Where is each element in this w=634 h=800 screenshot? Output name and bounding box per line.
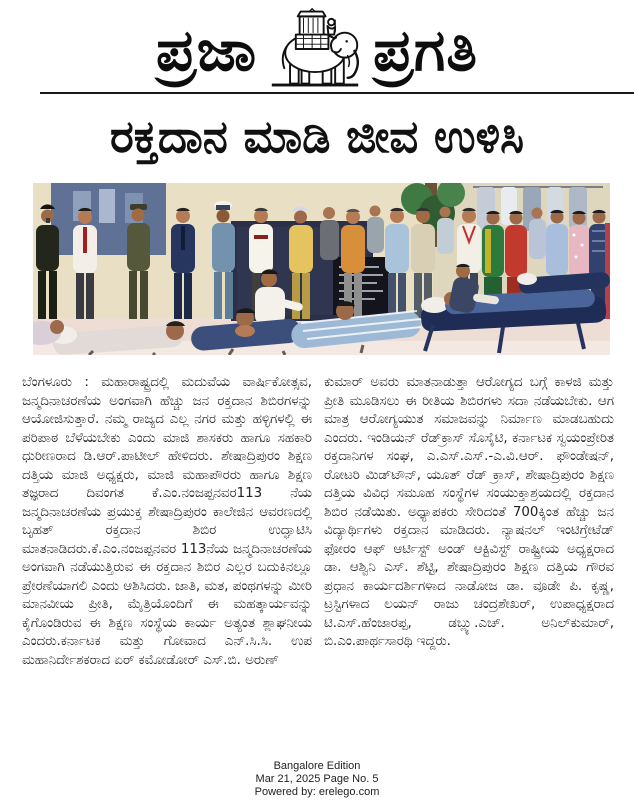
article-headline: ರಕ್ತದಾನ ಮಾಡಿ ಜೀವ ಉಳಿಸಿ [109,110,525,163]
masthead-divider [40,92,634,94]
article-body [22,374,614,670]
elephant-logo-icon [267,8,363,90]
footer-powered-by: Powered by: erelego.com [254,786,380,798]
footer-date-page: Mar 21, 2025 Page No. 5 [255,773,379,785]
article-column-left: ಬೆಂಗಳೂರು : ಮಹಾರಾಷ್ಟ್ರದಲ್ಲಿ ಮದುವೆಯ ವಾರ್ಷಿಕೋತ್ಸವ, ಜನ್ಮದಿನಾಚರಣೆಯ ಅಂಗವಾಗಿ ಹೆಚ್ಚು ಜನ ರಕ್ತದಾನ ಶಿಬಿರಗಳನ್ನು ಆಯೋಜಿಸುತ್ತಾರೆ. ನಮ್ಮ ರಾಜ್ಯದ ಎಲ್ಲ ನಗರ ಮತ್ತು ಹಳ್ಳಿಗಳಲ್ಲಿ ಈ ಪರಿಪಾಠ ಬೆಳೆಯಬೇಕು ಎಂದು ಮಾಜಿ ಶಾಸಕರು ಹಾಗೂ ಸಹಕಾರಿ ಧುರೀಣರಾದ ಡಿ.ಆರ್.ಪಾಟೀಲ್ ಹೇಳಿದರು. ಶೇಷಾದ್ರಿಪುರಂ ಶಿಕ್ಷಣ ದತ್ತಿಯ ಮಾಜಿ ಅಧ್ಯಕ್ಷರು, ಮಾಜಿ ಮಹಾಪೌರರು ಹಾಗೂ ಶಿಕ್ಷಣ ತಜ್ಞರಾದ ದಿವಂಗತ ಕೆ.ಎಂ.ನಂಜಪ್ಪನವರ113 ನೆಯ ಜನ್ಮದಿನಾಚರಣೆಯ ಪ್ರಯುಕ್ತ ಶೇಷಾದ್ರಿಪುರಂ ಕಾಲೇಜಿನ ಆವರಣದಲ್ಲಿ ಬೃಹತ್ ರಕ್ತದಾನ ಶಿಬಿರ ಉದ್ಘಾಟಿಸಿ ಮಾತನಾಡಿದರು.ಕೆ.ಎಂ.ನಂಜಪ್ಪನವರ 113ನೆಯ ಜನ್ಮದಿನಾಚರಣೆಯ ಅಂಗವಾಗಿ ನಡೆಯುತ್ತಿರುವ ಈ ರಕ್ತದಾನ ಶಿಬಿರ ಎಲ್ಲರ ಬದುಕಿನಲ್ಲೂ ಪ್ರೇರಣೆಯಾಗಲಿ ಎಂದು ಆಶಿಸಿದರು. ಜಾತಿ, ಮತ, ಪಂಥಗಳನ್ನು ಮೀರಿ ಮಾನವೀಯ ಪ್ರೀತಿ, ಮೈತ್ರಿಯೊಂದಿಗೆ ಈ ಮಹತ್ಕಾರ್ಯವನ್ನು ಕೈಗೊಂಡಿರುವ ಈ ಶಿಕ್ಷಣ ಸಂಸ್ಥೆಯ ಕಾರ್ಯ ಅತ್ಯಂತ ಶ್ಲಾಘನೀಯ ಎಂದರು.ಕರ್ನಾಟಕ ಮತ್ತು ಗೋವಾದ ಎನ್.ಸಿ.ಸಿ. ಉಪ ಮಹಾನಿರ್ದೇಶಕರಾದ ಏರ್ ಕಮೋಡೋರ್ ಎಸ್.ಬಿ. ಅರುಣ್ [22,375,312,668]
footer-edition: Bangalore Edition [273,760,361,772]
article-column-right: ಕುಮಾರ್ ಅವರು ಮಾತನಾಡುತ್ತಾ ಆರೋಗ್ಯದ ಬಗ್ಗೆ ಕಾಳಜಿ ಮತ್ತು ಪ್ರೀತಿ ಮೂಡಿಸಲು ಈ ರೀತಿಯ ಶಿಬಿರಗಳು ಸದಾ ನಡೆಯಬೇಕು. ಆಗ ಮಾತ್ರ ಆರೋಗ್ಯಯುತ ಸಮಾಜವನ್ನು ನಿರ್ಮಾಣ ಮಾಡಬಹುದು ಎಂದರು. ಇಂಡಿಯನ್ ರೆಡ್‌ಕ್ರಾಸ್ ಸೊಸೈಟಿ, ಕರ್ನಾಟಕ ಸ್ವಯಂಪ್ರೇರಿತ ರಕ್ತದಾನಿಗಳ ಸಂಘ, ಎ.ಎಸ್.ಎಸ್.-ಎ.ವಿ.ಆರ್. ಫೌಂಡೇಷನ್, ರೋಟರಿ ಮಿಡ್‌ಟೌನ್, ಯೂತ್ ರೆಡ್ ಕ್ರಾಸ್, ಶೇಷಾದ್ರಿಪುರಂ ಶಿಕ್ಷಣ ದತ್ತಿಯ ವಿವಿಧ ಸಮೂಹ ಸಂಸ್ಥೆಗಳ ಸಂಯುಕ್ತಾಶ್ರಯದಲ್ಲಿ ರಕ್ತದಾನ ಶಿಬಿರ ನಡೆಯಿತು. ಅಧ್ಯಾಪಕರು ಸೇರಿದಂತೆ 700ಕ್ಕಿಂತ ಹೆಚ್ಚು ಜನ ವಿದ್ಯಾರ್ಥಿಗಳು ರಕ್ತದಾನ ಮಾಡಿದರು. ನ್ಯಾಷನಲ್ ಇಂಟಿಗ್ರೇಟೆಡ್ ಫೋರಂ ಆಫ್ ಆರ್ಟಿಸ್ಟ್ ಅಂಡ್ ಆಕ್ಟಿವಿಸ್ಟ್ ರಾಷ್ಟ್ರೀಯ ಅಧ್ಯಕ್ಷರಾದ ಡಾ. ಆಶ್ವಿನಿ ಎಸ್. ಶೆಟ್ಟಿ, ಶೇಷಾದ್ರಿಪುರಂ ಶಿಕ್ಷಣ ದತ್ತಿಯ ಗೌರವ ಪ್ರಧಾನ ಕಾರ್ಯದರ್ಶಿಗಳಾದ ನಾಡೋಜ ಡಾ. ವೂಡೇ ಪಿ. ಕೃಷ್ಣ, ಟ್ರಸ್ಟಿಗಳಾದ ಲಯನ್ ರಾಜು ಚಂದ್ರಶೇಖರ್, ಉಪಾಧ್ಯಕ್ಷರಾದ ಟಿ.ಎಸ್.ಹೆಂಜಾರಪ್ಪ, ಡಬ್ಲ್ಯು.ಎಚ್. ಅನಿಲ್‌ಕುಮಾರ್, ಬಿ.ಎಂ.ಪಾರ್ಥಸಾರಥಿ ಇದ್ದರು. [324,375,614,649]
page-footer [0,760,634,799]
newspaper-masthead [0,0,634,94]
blood-donation-camp-photo [33,183,610,355]
masthead-title-right: ಪ್ರಗತಿ [373,16,479,84]
masthead-title-left: ಪ್ರಜಾ [155,16,258,84]
